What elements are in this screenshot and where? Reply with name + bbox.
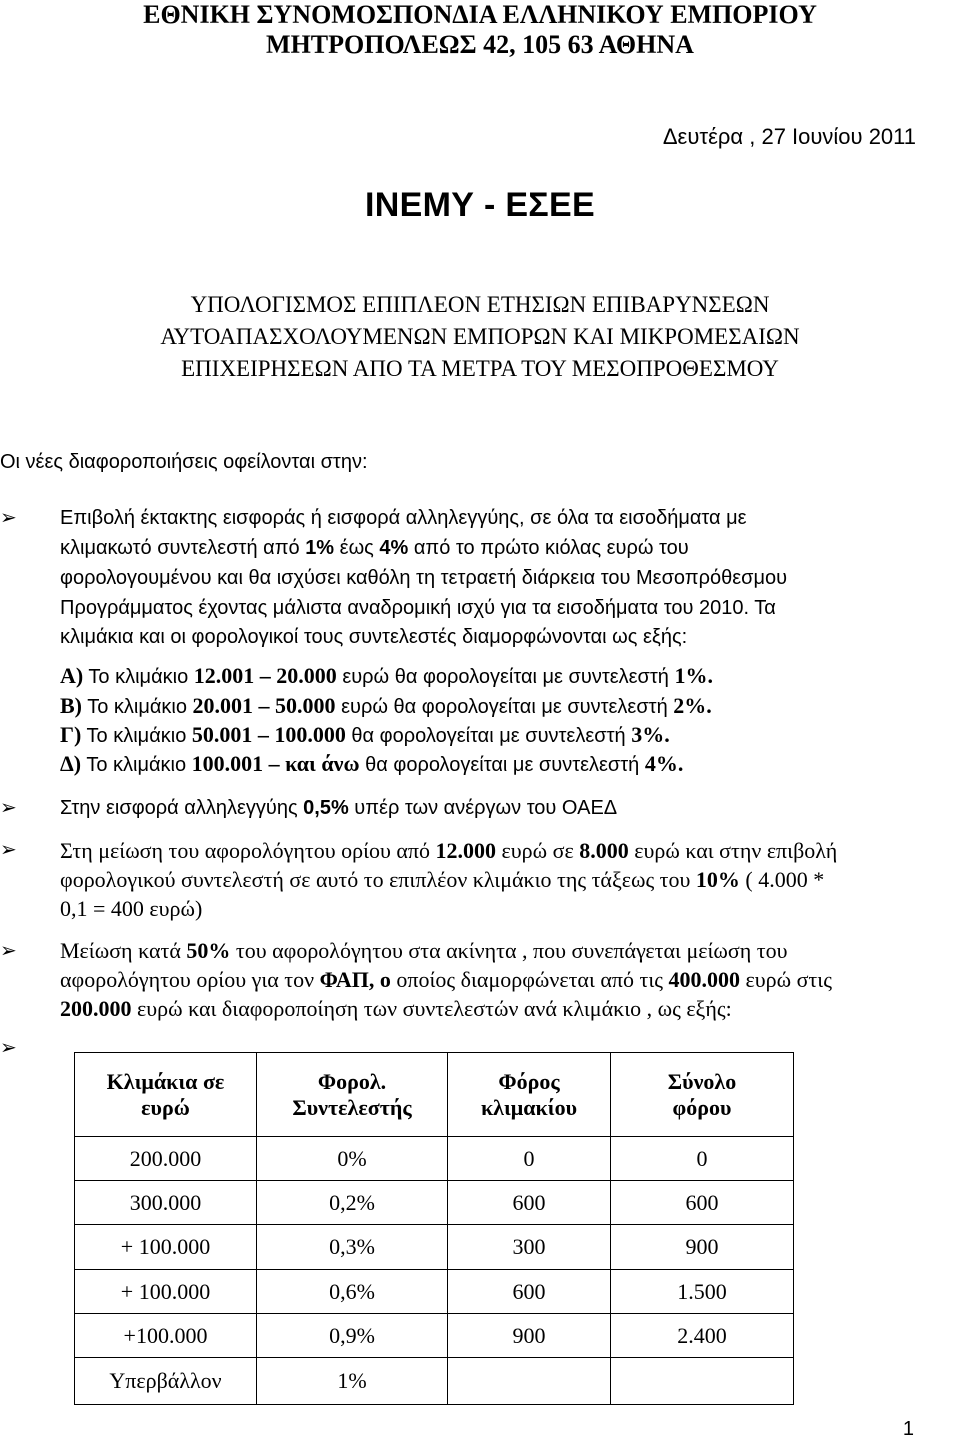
subject-line-2: ΑΥΤΟΑΠΑΣΧΟΛΟΥΜΕΝΩΝ ΕΜΠΟΡΩΝ ΚΑΙ ΜΙΚΡΟΜΕΣΑΙΩΝ xyxy=(160,324,800,349)
table-cell: 1% xyxy=(257,1358,448,1405)
bullet4-line-1: Μείωση κατά 50% του αφορολόγητου στα ακίνητα , που συνεπάγεται μείωση του xyxy=(60,938,788,963)
bullet4-line-2: αφορολόγητου ορίου για τον ΦΑΠ, ο οποίος διαμορφώνεται από τις 400.000 ευρώ στις xyxy=(60,967,832,992)
bullet-arrow-icon: ➢ xyxy=(0,837,17,861)
table-header-cell: Φόρος κλιμακίου xyxy=(448,1053,611,1137)
bullet2-text: Στην εισφορά αλληλεγγύης 0,5% υπέρ των ανέργων του ΟΑΕΔ xyxy=(60,797,618,819)
subject-line-1: ΥΠΟΛΟΓΙΣΜΟΣ ΕΠΙΠΛΕΟΝ ΕΤΗΣΙΩΝ ΕΠΙΒΑΡΥΝΣΕΩΝ xyxy=(190,292,770,317)
table-cell: + 100.000 xyxy=(75,1270,257,1314)
table-row xyxy=(75,1314,794,1358)
bullet1-line-4: Προγράμματος έχοντας μάλιστα αναδρομική ισχύ για τα εισοδήματα του 2010. Τα xyxy=(60,597,776,619)
table-cell: 0,2% xyxy=(257,1181,448,1225)
tier-a: Α) Το κλιμάκιο 12.001 – 20.000 ευρώ θα φορολογείται με συντελεστή 1%. xyxy=(60,663,713,688)
table-header-row xyxy=(75,1053,794,1137)
table-cell: 0% xyxy=(257,1137,448,1181)
table-cell: 300 xyxy=(448,1225,611,1270)
table-header-cell: Κλιμάκια σε ευρώ xyxy=(75,1053,257,1137)
table-cell xyxy=(611,1358,794,1405)
table-cell: 200.000 xyxy=(75,1137,257,1181)
bullet3-line-1: Στη μείωση του αφορολόγητου ορίου από 12.000 ευρώ σε 8.000 ευρώ και στην επιβολή xyxy=(60,838,838,863)
table-cell: 900 xyxy=(611,1225,794,1270)
bullet-arrow-icon: ➢ xyxy=(0,938,17,962)
table-cell: 600 xyxy=(611,1181,794,1225)
tier-b: Β) Το κλιμάκιο 20.001 – 50.000 ευρώ θα φορολογείται με συντελεστή 2%. xyxy=(60,693,712,718)
table-row xyxy=(75,1181,794,1225)
bullet1-line-2: κλιμακωτό συντελεστή από 1% έως 4% από το πρώτο κιόλας ευρώ του xyxy=(60,537,689,559)
table-row xyxy=(75,1137,794,1181)
bullet-arrow-icon: ➢ xyxy=(0,1035,17,1059)
bullet1-line-1: Επιβολή έκτακτης εισφοράς ή εισφορά αλληλεγγύης, σε όλα τα εισοδήματα με xyxy=(60,507,747,529)
header-line-2: ΜΗΤΡΟΠΟΛΕΩΣ 42, 105 63 ΑΘΗΝΑ xyxy=(266,30,694,59)
table-cell: 300.000 xyxy=(75,1181,257,1225)
table-row xyxy=(75,1225,794,1270)
org-title: ΙΝΕΜΥ - ΕΣΕΕ xyxy=(365,186,595,224)
tier-c: Γ) Το κλιμάκιο 50.001 – 100.000 θα φορολογείται με συντελεστή 3%. xyxy=(60,722,670,747)
bullet-arrow-icon: ➢ xyxy=(0,795,17,819)
table-row xyxy=(75,1358,794,1405)
table-cell: 0,9% xyxy=(257,1314,448,1358)
subject-line-3: ΕΠΙΧΕΙΡΗΣΕΩΝ ΑΠΟ ΤΑ ΜΕΤΡΑ ΤΟΥ ΜΕΣΟΠΡΟΘΕΣΜΟΥ xyxy=(181,356,779,381)
table-cell: + 100.000 xyxy=(75,1225,257,1270)
table-cell: 600 xyxy=(448,1181,611,1225)
table-cell: 0 xyxy=(448,1137,611,1181)
table-header-cell: Σύνολο φόρου xyxy=(611,1053,794,1137)
table-header-cell: Φορολ. Συντελεστής xyxy=(257,1053,448,1137)
table-cell: 0 xyxy=(611,1137,794,1181)
document-date: Δευτέρα , 27 Ιουνίου 2011 xyxy=(662,124,916,149)
table-cell: 0,3% xyxy=(257,1225,448,1270)
page-number: 1 xyxy=(902,1418,914,1440)
header-line-1: ΕΘΝΙΚΗ ΣΥΝΟΜΟΣΠΟΝΔΙΑ ΕΛΛΗΝΙΚΟΥ ΕΜΠΟΡΙΟΥ xyxy=(143,0,817,29)
bullet4-line-3: 200.000 ευρώ και διαφοροποίηση των συντελεστών ανά κλιμάκιο , ως εξής: xyxy=(60,996,732,1021)
table-cell: 1.500 xyxy=(611,1270,794,1314)
bullet1-line-3: φορολογουμένου και θα ισχύσει καθόλη τη τετραετή διάρκεια του Μεσοπρόθεσμου xyxy=(60,567,788,589)
table-cell: +100.000 xyxy=(75,1314,257,1358)
bullet1-line-5: κλιμάκια και οι φορολογικοί τους συντελεστές διαμορφώνονται ως εξής: xyxy=(60,626,688,648)
table-cell: 2.400 xyxy=(611,1314,794,1358)
table-cell: 900 xyxy=(448,1314,611,1358)
intro-text: Οι νέες διαφοροποιήσεις οφείλονται στην: xyxy=(0,451,368,473)
table-cell: Υπερβάλλον xyxy=(75,1358,257,1405)
table-cell xyxy=(448,1358,611,1405)
tier-d: Δ) Το κλιμάκιο 100.001 – και άνω θα φορολογείται με συντελεστή 4%. xyxy=(60,751,684,776)
bullet-arrow-icon: ➢ xyxy=(0,505,17,529)
tax-brackets-table xyxy=(74,1052,794,1405)
table-cell: 600 xyxy=(448,1270,611,1314)
table-row xyxy=(75,1270,794,1314)
table-cell: 0,6% xyxy=(257,1270,448,1314)
bullet3-line-2: φορολογικού συντελεστή σε αυτό το επιπλέον κλιμάκιο της τάξεως του 10% ( 4.000 * xyxy=(60,867,825,892)
bullet3-line-3: 0,1 = 400 ευρώ) xyxy=(60,896,203,921)
